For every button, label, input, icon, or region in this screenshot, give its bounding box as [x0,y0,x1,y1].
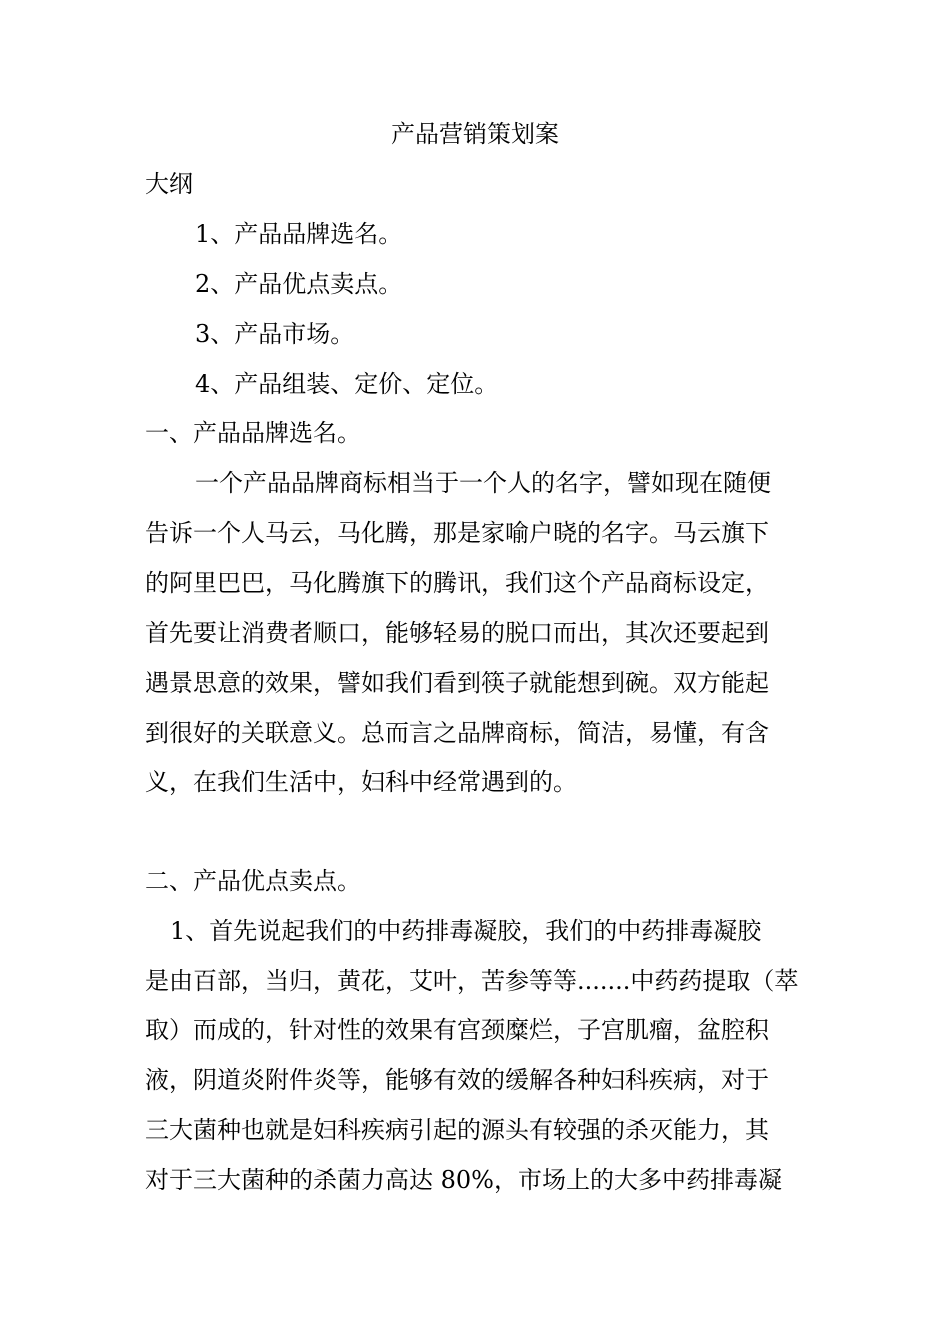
outline-heading: 大纲 [145,170,193,198]
section2-paragraph-line: 液，阴道炎附件炎等，能够有效的缓解各种妇科疾病，对于 [145,1066,769,1094]
section1-paragraph-line: 告诉一个人马云，马化腾，那是家喻户晓的名字。马云旗下 [145,519,769,547]
section2-paragraph-line: 对于三大菌种的杀菌力高达 80%，市场上的大多中药排毒凝 [145,1166,782,1194]
document-title: 产品营销策划案 [391,120,559,148]
outline-item: 1、产品品牌选名。 [195,220,403,248]
section1-paragraph-line: 首先要让消费者顺口，能够轻易的脱口而出，其次还要起到 [145,619,769,647]
section1-paragraph-line: 遇景思意的效果，譬如我们看到筷子就能想到碗。双方能起 [145,669,769,697]
outline-item: 3、产品市场。 [195,320,355,348]
section2-paragraph-line: 取）而成的，针对性的效果有宫颈糜烂，子宫肌瘤，盆腔积 [145,1016,769,1044]
outline-item: 4、产品组装、定价、定位。 [195,370,499,398]
section2-heading: 二、产品优点卖点。 [145,867,361,895]
section1-paragraph-line: 到很好的关联意义。总而言之品牌商标，简洁，易懂，有含 [145,719,769,747]
section2-paragraph-line: 三大菌种也就是妇科疾病引起的源头有较强的杀灭能力，其 [145,1116,769,1144]
outline-item: 2、产品优点卖点。 [195,270,403,298]
section1-paragraph-line: 义，在我们生活中，妇科中经常遇到的。 [145,768,577,796]
section1-paragraph-line: 的阿里巴巴，马化腾旗下的腾讯，我们这个产品商标设定， [145,569,769,597]
section2-paragraph-line: 是由百部，当归，黄花，艾叶，苦参等等.......中药药提取（萃 [145,967,799,995]
section1-paragraph-line: 一个产品品牌商标相当于一个人的名字，譬如现在随便 [195,469,771,497]
section1-heading: 一、产品品牌选名。 [145,419,361,447]
section2-paragraph-line: 1、首先说起我们的中药排毒凝胶，我们的中药排毒凝胶 [170,917,762,945]
